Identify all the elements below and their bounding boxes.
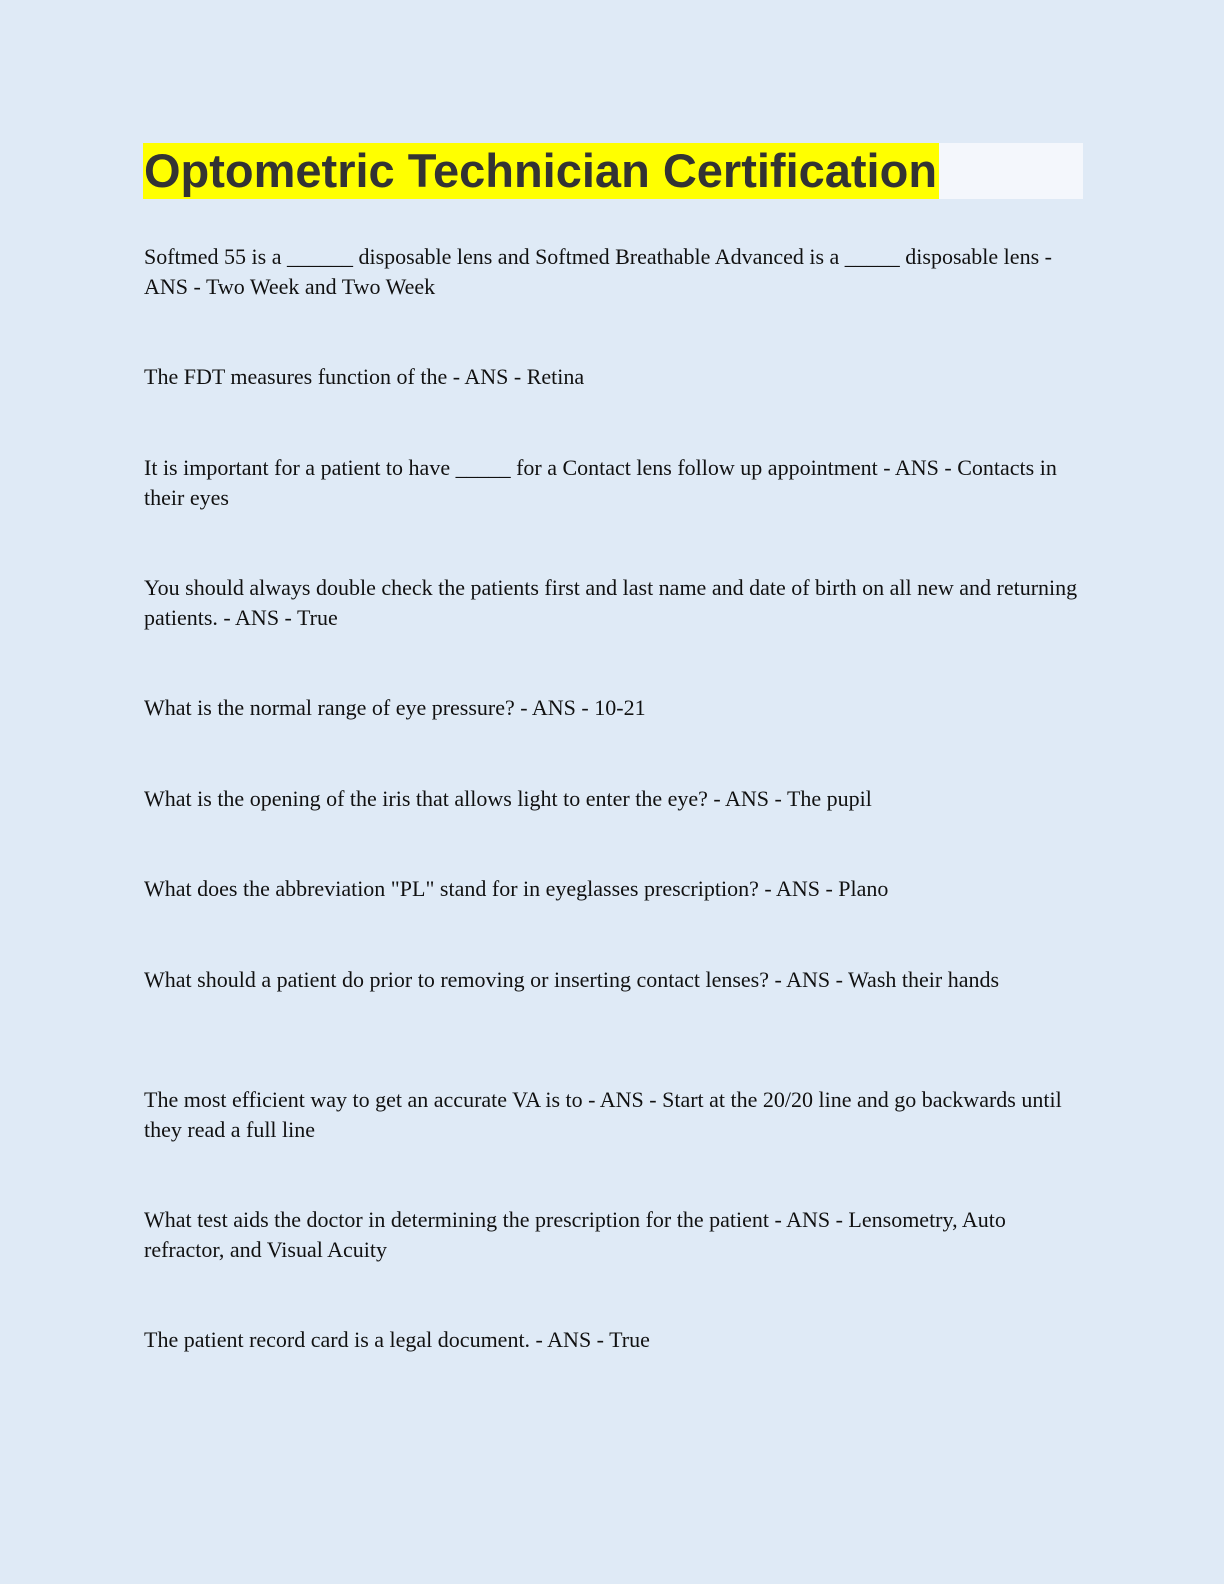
question-item-10: What test aids the doctor in determining the prescription for the patient - ANS - Lensometry, Auto refractor, and Visual Acuity (144, 1207, 1006, 1262)
question-item-4: You should always double check the patients first and last name and date of birth on all new and returning patients. - ANS - True (144, 575, 1078, 630)
question-item-9: The most efficient way to get an accurate VA is to - ANS - Start at the 20/20 line and go backwards until they read a full line (144, 1087, 1062, 1142)
question-item-3: It is important for a patient to have _____ for a Contact lens follow up appointment - ANS - Contacts in their eyes (144, 455, 1057, 510)
question-item-7: What does the abbreviation "PL" stand for in eyeglasses prescription? - ANS - Plano (144, 876, 889, 901)
question-item-8: What should a patient do prior to removing or inserting contact lenses? - ANS - Wash their hands (144, 967, 1000, 992)
question-item-1: Softmed 55 is a ______ disposable lens and Softmed Breathable Advanced is a _____ disposable lens - ANS - Two Week and Two Week (144, 244, 1052, 299)
question-item-11: The patient record card is a legal document. - ANS - True (144, 1327, 650, 1352)
question-item-2: The FDT measures function of the - ANS - Retina (144, 364, 585, 389)
question-item-6: What is the opening of the iris that allows light to enter the eye? - ANS - The pupil (144, 786, 872, 811)
question-item-5: What is the normal range of eye pressure? - ANS - 10-21 (144, 695, 646, 720)
document-title: Optometric Technician Certification (144, 144, 938, 197)
